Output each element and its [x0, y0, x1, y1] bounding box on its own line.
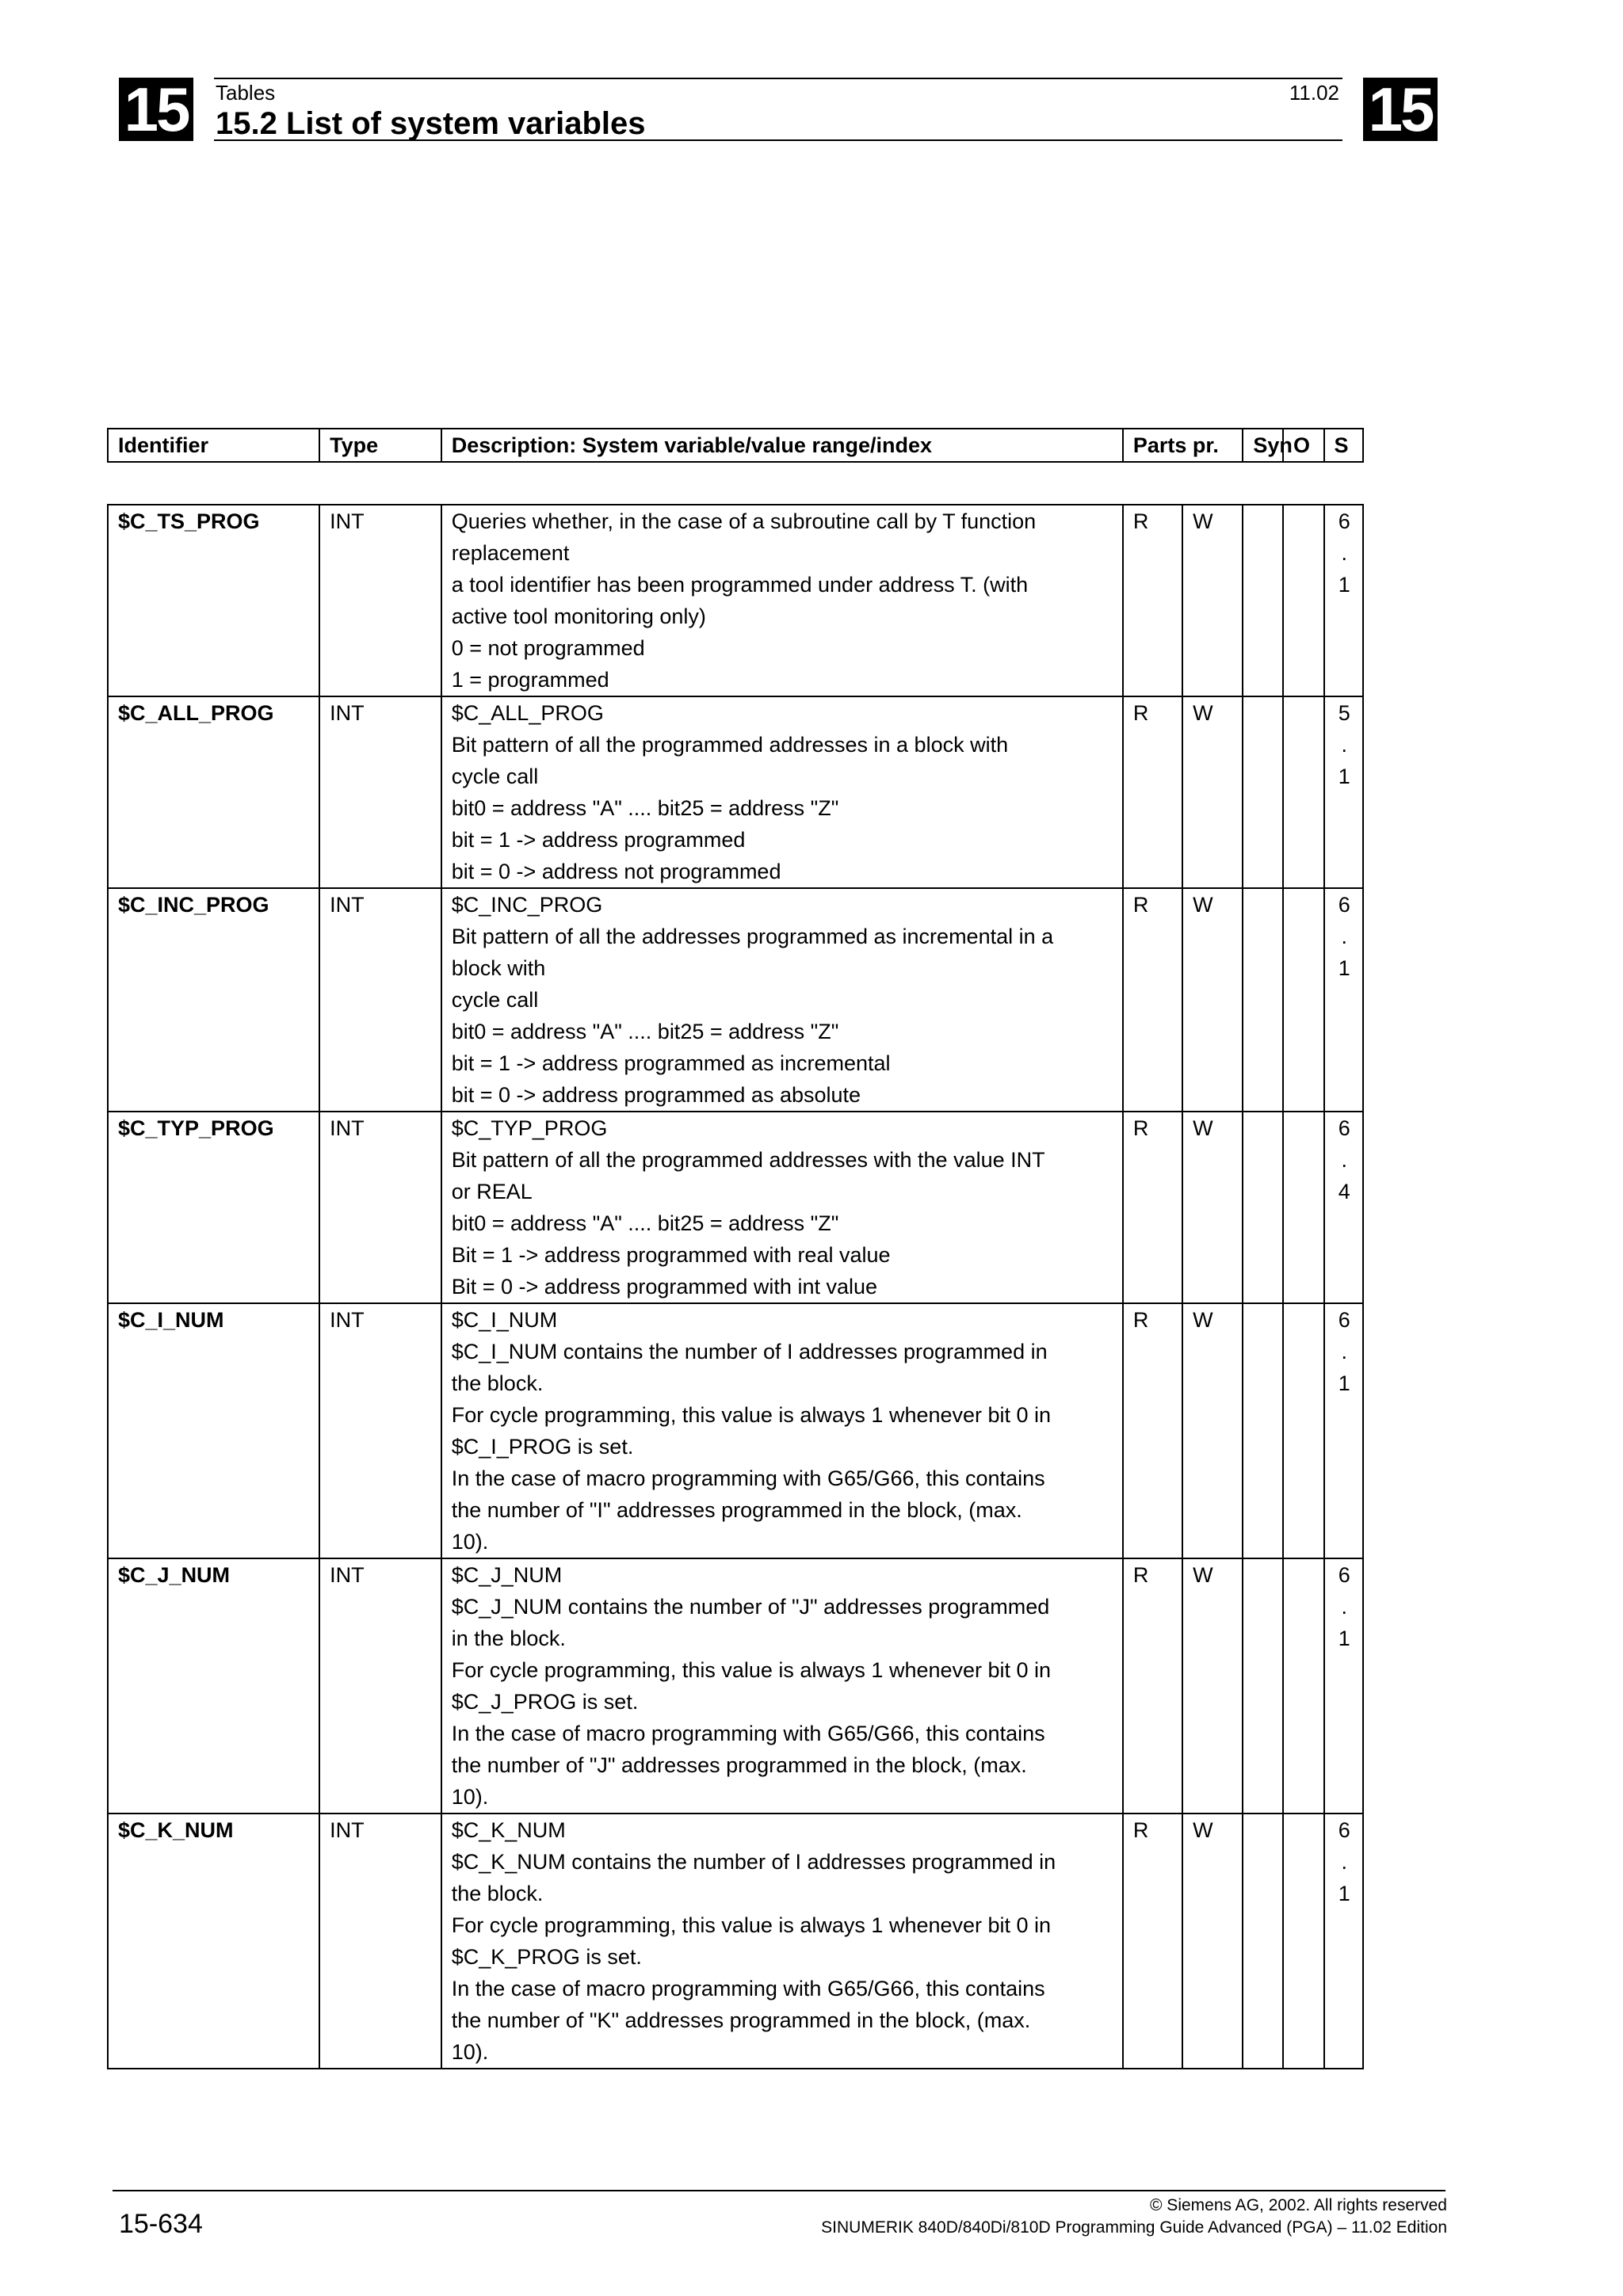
syn-cell [1243, 505, 1283, 696]
description-line: cycle call [451, 988, 539, 1012]
column-header-s: S [1324, 429, 1364, 462]
section-title: 15.2 List of system variables [216, 106, 646, 141]
column-header-table [107, 428, 1364, 463]
description-line: replacement [451, 541, 570, 565]
description-line: Queries whether, in the case of a subroutine call by T function [451, 509, 1037, 533]
s-cell [1324, 888, 1364, 1112]
table-row [108, 1303, 1363, 1558]
type-cell: INT [319, 1558, 441, 1814]
identifier-cell: $C_ALL_PROG [108, 696, 319, 888]
type-cell: INT [319, 1814, 441, 2069]
description-line: the block. [451, 1882, 544, 1905]
description-line: $C_J_NUM contains the number of "J" addresses programmed [451, 1595, 1050, 1619]
description-line: Bit pattern of all the programmed addresses with the value INT [451, 1148, 1045, 1172]
description-cell [441, 1558, 1123, 1814]
description-line: In the case of macro programming with G65/G66, this contains [451, 1722, 1045, 1745]
table-row [108, 1814, 1363, 2069]
footer-rule [113, 2190, 1445, 2191]
description-line: $C_K_PROG is set. [451, 1945, 642, 1969]
description-line: Bit = 0 -> address programmed with int value [451, 1275, 878, 1299]
table-row [108, 505, 1363, 696]
table-row [108, 696, 1363, 888]
s-value-line: 6 [1338, 509, 1350, 533]
table-row [108, 1112, 1363, 1303]
description-line: bit = 0 -> address programmed as absolute [451, 1083, 861, 1107]
description-cell [441, 696, 1123, 888]
s-value-line: . [1341, 1148, 1347, 1172]
description-line: the block. [451, 1371, 544, 1395]
s-value-line: 1 [1338, 956, 1350, 980]
column-header-parts-pr: Parts pr. [1123, 429, 1243, 462]
footer-edition: SINUMERIK 840D/840Di/810D Programming Guide Advanced (PGA) – 11.02 Edition [821, 2218, 1447, 2237]
page-number: 15-634 [119, 2209, 203, 2239]
s-value-line: . [1341, 733, 1347, 757]
syn-cell [1243, 1303, 1283, 1558]
description-line: $C_INC_PROG [451, 893, 603, 917]
description-line: $C_K_NUM contains the number of I addresses programmed in [451, 1850, 1056, 1874]
description-cell [441, 1303, 1123, 1558]
o-cell [1283, 1303, 1324, 1558]
s-value-line: 6 [1338, 1116, 1350, 1140]
parts-read-cell: R [1123, 1112, 1182, 1303]
syn-cell [1243, 1112, 1283, 1303]
parts-read-cell: R [1123, 505, 1182, 696]
column-header-syn: Syn [1243, 429, 1283, 462]
syn-cell [1243, 888, 1283, 1112]
chapter-number-badge-right: 15 [1363, 78, 1438, 141]
description-line: bit = 0 -> address not programmed [451, 860, 781, 883]
s-value-line: 1 [1338, 573, 1350, 597]
column-header-description: Description: System variable/value range/index [441, 429, 1123, 462]
s-value-line: 4 [1338, 1180, 1350, 1203]
parts-write-cell: W [1182, 1814, 1243, 2069]
description-cell [441, 888, 1123, 1112]
description-line: bit0 = address "A" .... bit25 = address "Z" [451, 796, 839, 820]
description-line: the number of "K" addresses programmed in the block, (max. [451, 2008, 1031, 2032]
description-line: the number of "J" addresses programmed in the block, (max. [451, 1753, 1027, 1777]
header-bottom-rule [214, 139, 1342, 141]
identifier-cell: $C_I_NUM [108, 1303, 319, 1558]
s-value-line: 6 [1338, 1563, 1350, 1587]
description-line: or REAL [451, 1180, 533, 1203]
description-line: 1 = programmed [451, 668, 609, 692]
description-line: In the case of macro programming with G65/G66, this contains [451, 1466, 1045, 1490]
type-cell: INT [319, 696, 441, 888]
parts-read-cell: R [1123, 888, 1182, 1112]
table-row [108, 888, 1363, 1112]
parts-write-cell: W [1182, 505, 1243, 696]
identifier-cell: $C_J_NUM [108, 1558, 319, 1814]
column-header-identifier: Identifier [108, 429, 319, 462]
description-line: In the case of macro programming with G65/G66, this contains [451, 1977, 1045, 2000]
s-value-line: 1 [1338, 1371, 1350, 1395]
description-line: $C_I_NUM contains the number of I addresses programmed in [451, 1340, 1048, 1363]
description-line: block with [451, 956, 546, 980]
description-cell [441, 1814, 1123, 2069]
o-cell [1283, 505, 1324, 696]
description-line: bit = 1 -> address programmed as incremental [451, 1051, 891, 1075]
description-line: 10). [451, 1785, 489, 1809]
description-line: the number of "I" addresses programmed in the block, (max. [451, 1498, 1022, 1522]
type-cell: INT [319, 888, 441, 1112]
s-value-line: . [1341, 541, 1347, 565]
s-value-line: . [1341, 925, 1347, 948]
description-line: 0 = not programmed [451, 636, 645, 660]
description-line: Bit pattern of all the programmed addresses in a block with [451, 733, 1009, 757]
o-cell [1283, 1814, 1324, 2069]
description-line: 10). [451, 1530, 489, 1554]
s-value-line: . [1341, 1340, 1347, 1363]
description-line: cycle call [451, 765, 539, 788]
type-cell: INT [319, 1112, 441, 1303]
s-cell [1324, 1814, 1364, 2069]
description-line: Bit = 1 -> address programmed with real value [451, 1243, 891, 1267]
o-cell [1283, 1558, 1324, 1814]
type-cell: INT [319, 505, 441, 696]
s-cell [1324, 1112, 1364, 1303]
description-line: bit = 1 -> address programmed [451, 828, 746, 852]
s-value-line: 1 [1338, 1882, 1350, 1905]
description-line: bit0 = address "A" .... bit25 = address "Z" [451, 1020, 839, 1043]
s-value-line: 5 [1338, 701, 1350, 725]
footer-copyright: © Siemens AG, 2002. All rights reserved [1150, 2196, 1447, 2214]
column-header-type: Type [319, 429, 441, 462]
parts-read-cell: R [1123, 1558, 1182, 1814]
description-line: bit0 = address "A" .... bit25 = address "Z" [451, 1211, 839, 1235]
header-top-rule [214, 78, 1342, 79]
s-cell [1324, 696, 1364, 888]
syn-cell [1243, 1558, 1283, 1814]
s-value-line: 1 [1338, 765, 1350, 788]
s-value-line: 1 [1338, 1627, 1350, 1650]
system-variables-table [107, 504, 1364, 2069]
description-line: 10). [451, 2040, 489, 2064]
description-line: a tool identifier has been programmed under address T. (with [451, 573, 1029, 597]
identifier-cell: $C_K_NUM [108, 1814, 319, 2069]
identifier-cell: $C_TYP_PROG [108, 1112, 319, 1303]
identifier-cell: $C_TS_PROG [108, 505, 319, 696]
s-value-line: 6 [1338, 893, 1350, 917]
s-cell [1324, 1558, 1364, 1814]
parts-write-cell: W [1182, 888, 1243, 1112]
description-line: $C_ALL_PROG [451, 701, 604, 725]
description-line: in the block. [451, 1627, 566, 1650]
o-cell [1283, 888, 1324, 1112]
description-line: $C_I_PROG is set. [451, 1435, 634, 1459]
header-row [108, 429, 1363, 462]
o-cell [1283, 696, 1324, 888]
parts-write-cell: W [1182, 1112, 1243, 1303]
parts-write-cell: W [1182, 1558, 1243, 1814]
s-cell [1324, 1303, 1364, 1558]
parts-read-cell: R [1123, 696, 1182, 888]
o-cell [1283, 1112, 1324, 1303]
s-value-line: 6 [1338, 1818, 1350, 1842]
description-line: $C_K_NUM [451, 1818, 566, 1842]
parts-write-cell: W [1182, 696, 1243, 888]
description-line: active tool monitoring only) [451, 605, 706, 628]
description-line: $C_TYP_PROG [451, 1116, 608, 1140]
parts-read-cell: R [1123, 1814, 1182, 2069]
table-row [108, 1558, 1363, 1814]
description-line: For cycle programming, this value is always 1 whenever bit 0 in [451, 1913, 1052, 1937]
description-line: $C_I_NUM [451, 1308, 558, 1332]
s-cell [1324, 505, 1364, 696]
description-cell [441, 1112, 1123, 1303]
description-cell [441, 505, 1123, 696]
description-line: For cycle programming, this value is always 1 whenever bit 0 in [451, 1658, 1052, 1682]
chapter-number-badge-left: 15 [119, 78, 193, 141]
syn-cell [1243, 1814, 1283, 2069]
description-line: For cycle programming, this value is always 1 whenever bit 0 in [451, 1403, 1052, 1427]
parts-write-cell: W [1182, 1303, 1243, 1558]
header-date: 11.02 [1289, 81, 1339, 105]
description-line: $C_J_PROG is set. [451, 1690, 639, 1714]
description-line: $C_J_NUM [451, 1563, 563, 1587]
s-value-line: . [1341, 1850, 1347, 1874]
chapter-name: Tables [216, 81, 276, 105]
s-value-line: . [1341, 1595, 1347, 1619]
description-line: Bit pattern of all the addresses programmed as incremental in a [451, 925, 1054, 948]
column-header-o: O [1283, 429, 1324, 462]
syn-cell [1243, 696, 1283, 888]
s-value-line: 6 [1338, 1308, 1350, 1332]
parts-read-cell: R [1123, 1303, 1182, 1558]
type-cell: INT [319, 1303, 441, 1558]
identifier-cell: $C_INC_PROG [108, 888, 319, 1112]
